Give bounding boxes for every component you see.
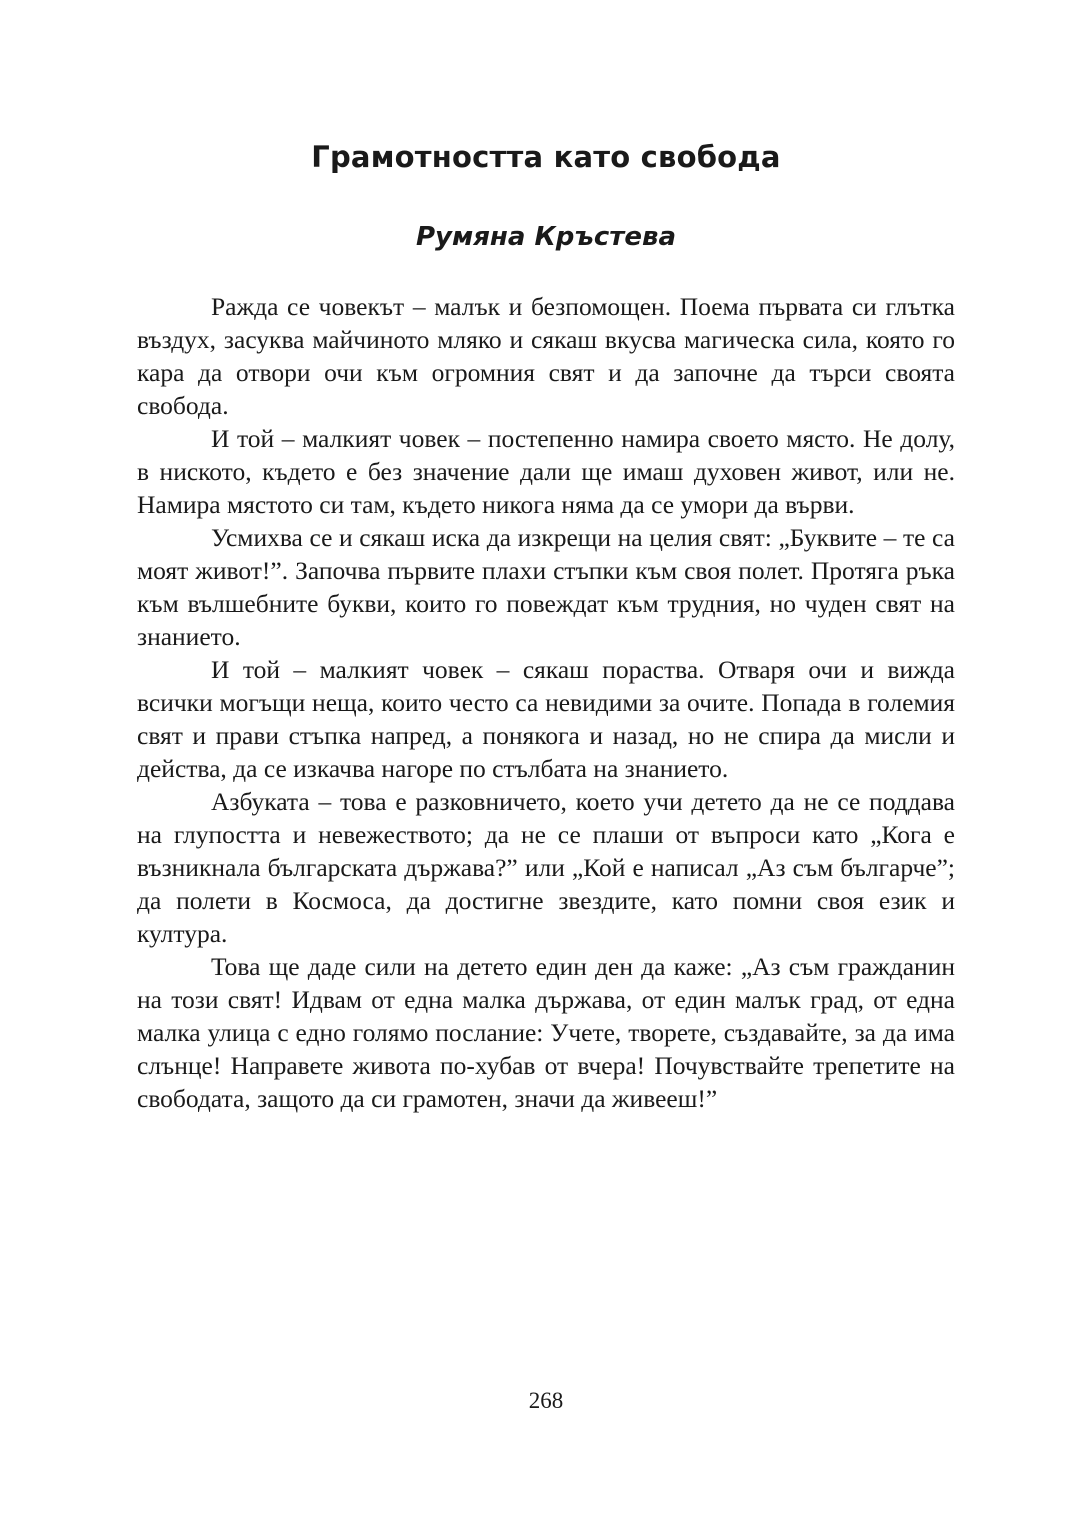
paragraph-3: Усмихва се и сякаш иска да изкрещи на целия свят: „Буквите – те са моят живот!”. Започва първите плахи стъпки към своя полет. Протяга ръка към вълшебните букви, които го повеждат към трудния, но чуден свят на знанието. — [137, 523, 955, 651]
article-body — [137, 290, 955, 1115]
paragraph-4: И той – малкият човек – сякаш пораства. Отваря очи и вижда всички могъщи неща, които често са невидими за очите. Попада в големия свят и прави стъпка напред, а понякога и назад, но не спира да мисли и действа, да се изкачва нагоре по стълбата на знанието. — [137, 655, 955, 783]
page-title: Грамотността като свобода — [311, 140, 781, 174]
paragraph-5: Азбуката – това е разковничето, което учи детето да не се поддава на глупостта и невежеството; да не се плаши от въпроси като „Кога е възникнала българската държава?” или „Кой е написал „Аз съм българче”; да полети в Космоса, да достигне звездите, като помни своя език и култура. — [137, 787, 955, 948]
paragraph-1: Ражда се човекът – малък и безпомощен. Поема първата си глътка въздух, засуква майчиното мляко и сякаш вкусва магическа сила, която го кара да отвори очи към огромния свят и да започне да търси своята свобода. — [137, 292, 955, 420]
author-name: Румяна Кръстева — [415, 222, 677, 252]
paragraph-2: И той – малкият човек – постепенно намира своето място. Не долу, в ниското, където е без значение дали ще имаш духовен живот, или не. Намира мястото си там, където никога няма да се умори да върви. — [137, 424, 955, 519]
page-number: 268 — [528, 1388, 564, 1413]
paragraph-6: Това ще даде сили на детето един ден да каже: „Аз съм гражданин на този свят! Идвам от една малка държава, от един малък град, от една малка улица с едно голямо послание: Учете, творете, създавайте, за да има слънце! Направете живота по-хубав от вчера! Почувствайте трепетите на свободата, защото да си грамотен, значи да живееш!” — [137, 952, 955, 1113]
